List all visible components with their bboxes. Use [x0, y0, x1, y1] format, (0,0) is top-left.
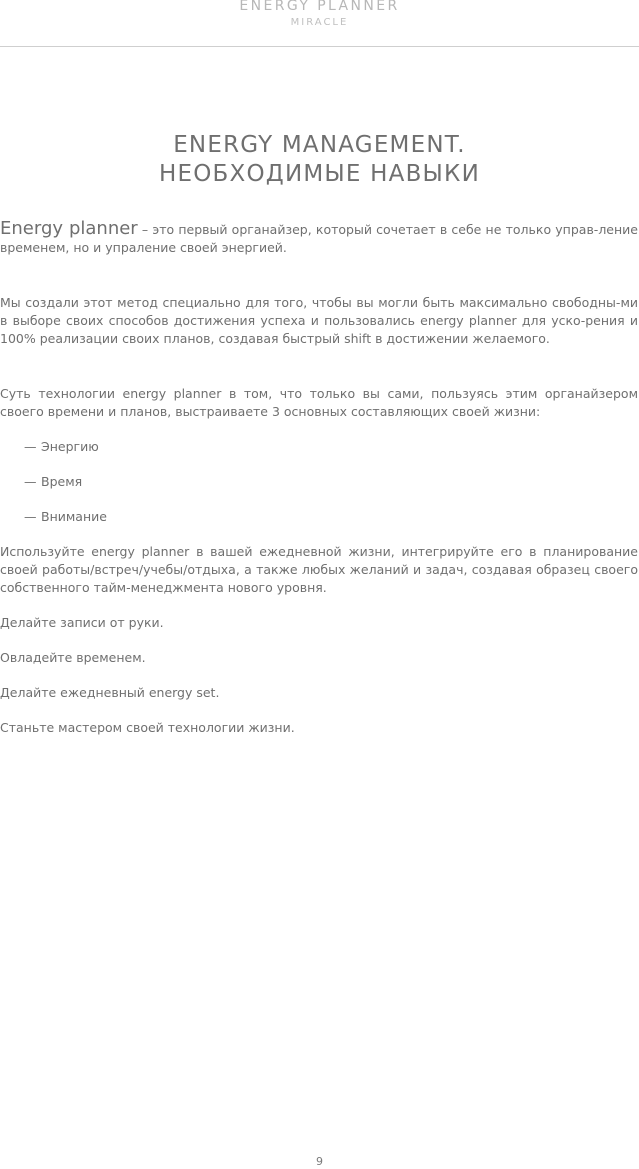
brand-name: ENERGY PLANNER [239, 0, 400, 14]
list-dash: — [24, 509, 37, 524]
main-content [0, 220, 638, 737]
list-item-label: Энергию [41, 439, 99, 454]
usage-paragraph: Используйте energy planner в вашей ежедневной жизни, интегрируйте его в планирование своей работы/встреч/учебы/отдыха, а также любых желаний и задач, создавая образец своего собственного тайм-менеджмента нового уровня. [0, 544, 638, 595]
components-list [0, 438, 638, 526]
tip-line: Делайте записи от руки. [0, 615, 164, 630]
list-dash: — [24, 474, 37, 489]
intro-paragraph [0, 220, 638, 257]
tip-line: Станьте мастером своей технологии жизни. [0, 720, 295, 735]
list-item [0, 438, 638, 456]
technology-paragraph: Суть технологии energy planner в том, что только вы сами, пользуясь этим органайзером своего времени и планов, выстраиваете 3 основных составляющих своей жизни: [0, 386, 638, 419]
page-title-line-2: НЕОБХОДИМЫЕ НАВЫКИ [159, 161, 480, 187]
list-item-label: Внимание [41, 509, 107, 524]
intro-term: Energy planner [0, 218, 138, 239]
list-item-label: Время [41, 474, 83, 489]
list-item [0, 508, 638, 526]
tip-line: Делайте ежедневный energy set. [0, 685, 220, 700]
brand-subtitle: MIRACLE [290, 17, 349, 28]
list-dash: — [24, 439, 37, 454]
page-number: 9 [316, 1155, 323, 1168]
page-header [0, 0, 639, 47]
page-title-line-1: ENERGY MANAGEMENT. [173, 132, 466, 158]
page-title [0, 131, 639, 189]
method-paragraph: Мы создали этот метод специально для того, чтобы вы могли быть максимально свободны-ми в выборе своих способов достижения успеха и пользовались energy planner для уско-рения и 100% реализации своих планов, создавая быстрый shift в достижении желаемого. [0, 295, 638, 346]
intro-text: – это первый органайзер, который сочетает в себе не только управ-ление временем, но и упраление своей энергией. [0, 222, 638, 255]
tip-line: Овладейте временем. [0, 650, 146, 665]
list-item [0, 473, 638, 491]
